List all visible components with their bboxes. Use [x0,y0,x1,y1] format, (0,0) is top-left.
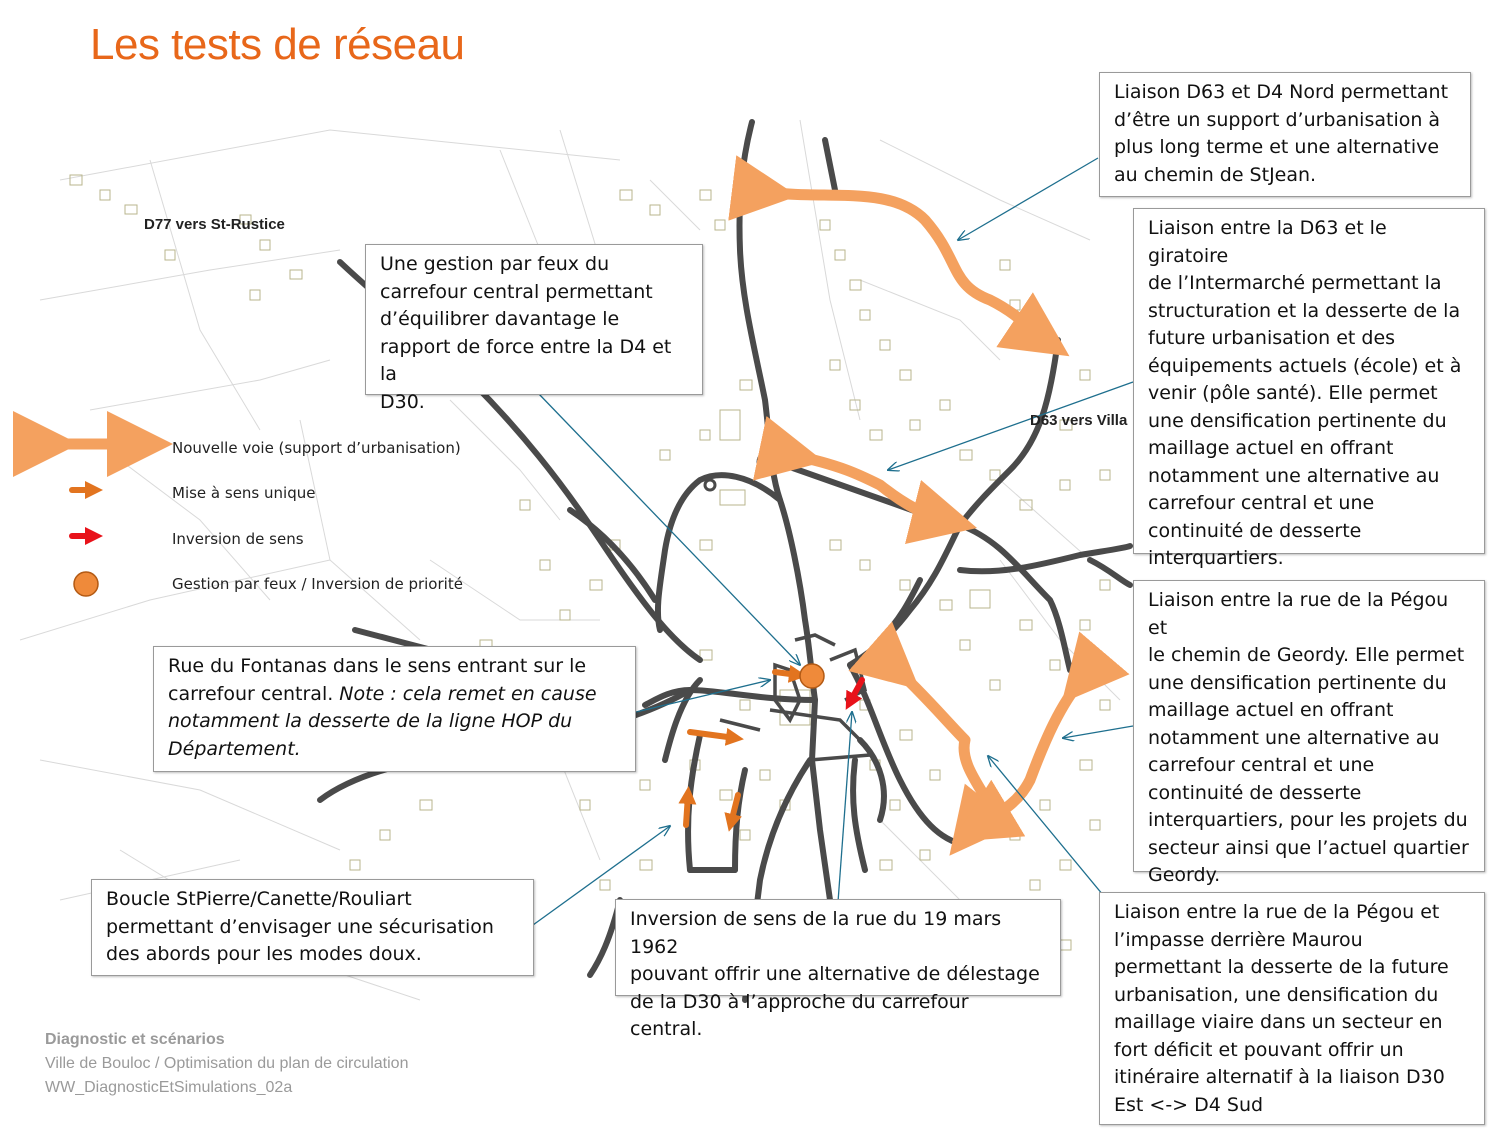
new-road-arrow [792,455,945,520]
leader-line [958,158,1098,240]
one-way-arrow [686,795,688,825]
roundabout [759,453,777,471]
leader-line [1063,726,1133,738]
map-label-d77: D77 vers St-Rustice [144,216,285,233]
one-way-arrow [775,672,798,675]
traffic-light-marker [800,664,824,688]
new-road-arrow [980,678,1083,825]
callout-pegou-geordy-link: Liaison entre la rue de la Pégou et le chemin de Geordy. Elle permet une densification pertinente du maillage actuel en offrant notamment une alternative au carrefour central et une continuité de desserte interquartiers, pour les projets du secteur ainsi que l’actuel quartier Geordy. [1133,580,1485,872]
new-road-arrow [895,668,990,830]
callout-maurou-link: Liaison entre la rue de la Pégou et l’impasse derrière Maurou permettant la desserte de la future urbanisation, une densification du maillage viaire dans un secteur en fort déficit et pouvant offrir un itinéraire alternatif à la liaison D30 Est <-> D4 Sud [1099,892,1485,1125]
footer-section: Diagnostic et scénarios [45,1031,225,1048]
leader-line [838,712,852,902]
callout-inversion-19-mars: Inversion de sens de la rue du 19 mars 1962 pouvant offrir une alternative de délestage de la D30 à l’approche du carrefour central. [615,899,1061,996]
legend-label-reverse: Inversion de sens [172,530,304,548]
footer-project: Ville de Bouloc / Optimisation du plan de circulation [45,1055,409,1072]
callout-intermarche-link: Liaison entre la D63 et le giratoire de l’Intermarché permettant la structuration et la desserte de la future urbanisation et des équipements actuels (école) et à venir (pôle santé). Elle permet une densification pertinente du maillage actuel en offrant notamment une alternative au carrefour central et une continuité de desserte interquartiers. [1133,208,1485,554]
map-label-d63: D63 vers Villa [1030,412,1128,429]
callout-boucle: Boucle StPierre/Canette/Rouliart permettant d’envisager une sécurisation des abords pour les modes doux. [91,879,534,976]
footer [45,1028,408,1100]
legend-label-new-road: Nouvelle voie (support d’urbanisation) [172,439,461,457]
legend-label-one-way: Mise à sens unique [172,484,316,502]
roundabout [705,480,715,490]
page-title: Les tests de réseau [90,20,465,69]
leader-line [538,393,800,665]
orange-dot-icon [74,572,98,596]
callout-traffic-lights: Une gestion par feux du carrefour central permettant d’équilibrer davantage le rapport de force entre la D4 et la D30. [365,244,703,395]
leader-line [988,756,1103,895]
callout-fontanas: Rue du Fontanas dans le sens entrant sur le carrefour central. Note : cela remet en cause notamment la desserte de la ligne HOP du Département. [153,646,636,772]
callout-d63-d4-link: Liaison D63 et D4 Nord permettant d’être un support d’urbanisation à plus long terme et une alternative au chemin de StJean. [1099,72,1471,197]
legend-label-lights: Gestion par feux / Inversion de priorité [172,575,463,593]
footer-file: WW_DiagnosticEtSimulations_02a [45,1079,293,1096]
